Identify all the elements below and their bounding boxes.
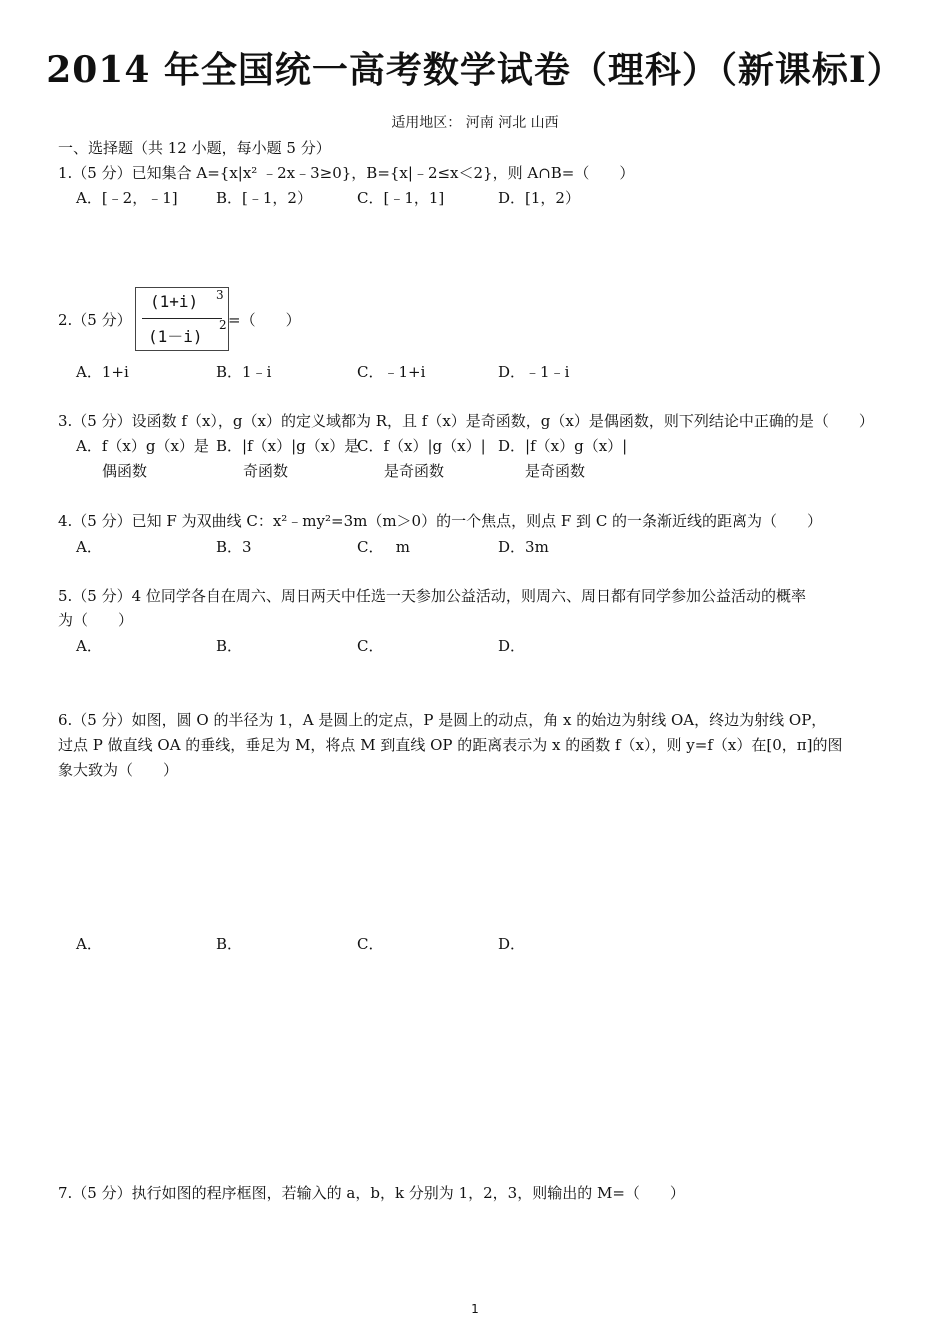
question-6-option-b[interactable]: B．	[216, 935, 243, 953]
page-title: 2014 年全国统一高考数学试卷（理科）（新课标Ⅰ）	[46, 49, 904, 91]
question-6-stem: 6.（5 分）如图，圆 O 的半径为 1，A 是圆上的定点，P 是圆上的动点，角 x 的始边为射线 OA，终边为射线 OP，	[58, 711, 827, 729]
question-4-option-a[interactable]: A．	[76, 538, 102, 556]
question-6-option-c[interactable]: C．	[357, 935, 384, 953]
question-2-prefix: 2.（5 分）	[58, 311, 132, 329]
question-3-option-b[interactable]: B．|f（x）|g（x）是	[216, 437, 360, 455]
applicable-region: 适用地区： 河南 河北 山西	[391, 115, 559, 131]
question-5-stem-cont: 为（ ）	[58, 611, 134, 629]
question-1-stem: 1.（5 分）已知集合 A={x|x² ﹣2x﹣3≥0}，B={x|﹣2≤x＜2}，则 A∩B=（ ）	[58, 164, 635, 182]
page-number: 1	[471, 1302, 479, 1316]
numerator-exponent: 3	[216, 288, 224, 302]
fraction-denominator: (1－i)	[148, 327, 203, 346]
question-2-option-d[interactable]: D．﹣1﹣i	[498, 363, 570, 381]
question-3-stem: 3.（5 分）设函数 f（x），g（x）的定义域都为 R，且 f（x）是奇函数，g（x）是偶函数，则下列结论中正确的是（ ）	[58, 412, 874, 430]
question-4-stem: 4.（5 分）已知 F 为双曲线 C：x²﹣my²=3m（m＞0）的一个焦点，则点 F 到 C 的一条渐近线的距离为（ ）	[58, 512, 823, 530]
question-3-option-b-cont: 奇函数	[243, 462, 289, 480]
question-2-fraction-image	[135, 287, 229, 351]
question-3-option-c[interactable]: C．f（x）|g（x）|	[357, 437, 486, 455]
question-6-option-d[interactable]: D．	[498, 935, 526, 953]
question-5-stem: 5.（5 分）4 位同学各自在周六、周日两天中任选一天参加公益活动，则周六、周日都有同学参加公益活动的概率	[58, 587, 806, 605]
question-1-option-c[interactable]: C．[﹣1，1]	[357, 189, 445, 207]
question-4-option-b[interactable]: B．3	[216, 538, 252, 556]
question-2-suffix: =（ ）	[228, 311, 301, 329]
question-1-option-a[interactable]: A．[﹣2，﹣1]	[76, 189, 178, 207]
fraction-numerator: (1+i)	[150, 292, 199, 311]
denominator-exponent: 2	[219, 318, 227, 332]
question-5-option-c[interactable]: C．	[357, 637, 384, 655]
question-2-option-c[interactable]: C．﹣1+i	[357, 363, 426, 381]
question-3-option-d-cont: 是奇函数	[525, 462, 586, 480]
question-4-option-c[interactable]: C． m	[357, 538, 410, 556]
question-3-option-a[interactable]: A．f（x）g（x）是	[76, 437, 209, 455]
question-5-option-a[interactable]: A．	[76, 637, 102, 655]
question-2-option-a[interactable]: A．1+i	[76, 363, 129, 381]
question-1-option-d[interactable]: D．[1，2）	[498, 189, 580, 207]
question-5-option-d[interactable]: D．	[498, 637, 526, 655]
fraction-bar	[142, 318, 222, 319]
question-7-stem: 7.（5 分）执行如图的程序框图，若输入的 a，b，k 分别为 1，2，3，则输出的 M=（ ）	[58, 1184, 685, 1202]
question-6-stem-cont-1: 过点 P 做直线 OA 的垂线，垂足为 M，将点 M 到直线 OP 的距离表示为 x 的函数 f（x），则 y=f（x）在[0，π]的图	[58, 736, 843, 754]
question-6-stem-cont-2: 象大致为（ ）	[58, 761, 179, 779]
question-6-option-a[interactable]: A．	[76, 935, 102, 953]
question-1-option-b[interactable]: B．[﹣1，2）	[216, 189, 312, 207]
question-3-option-d[interactable]: D．|f（x）g（x）|	[498, 437, 628, 455]
question-2-option-b[interactable]: B．1﹣i	[216, 363, 272, 381]
section-heading: 一、选择题（共 12 小题，每小题 5 分）	[58, 139, 331, 157]
question-3-option-c-cont: 是奇函数	[384, 462, 445, 480]
question-4-option-d[interactable]: D．3m	[498, 538, 549, 556]
question-3-option-a-cont: 偶函数	[102, 462, 148, 480]
question-5-option-b[interactable]: B．	[216, 637, 243, 655]
